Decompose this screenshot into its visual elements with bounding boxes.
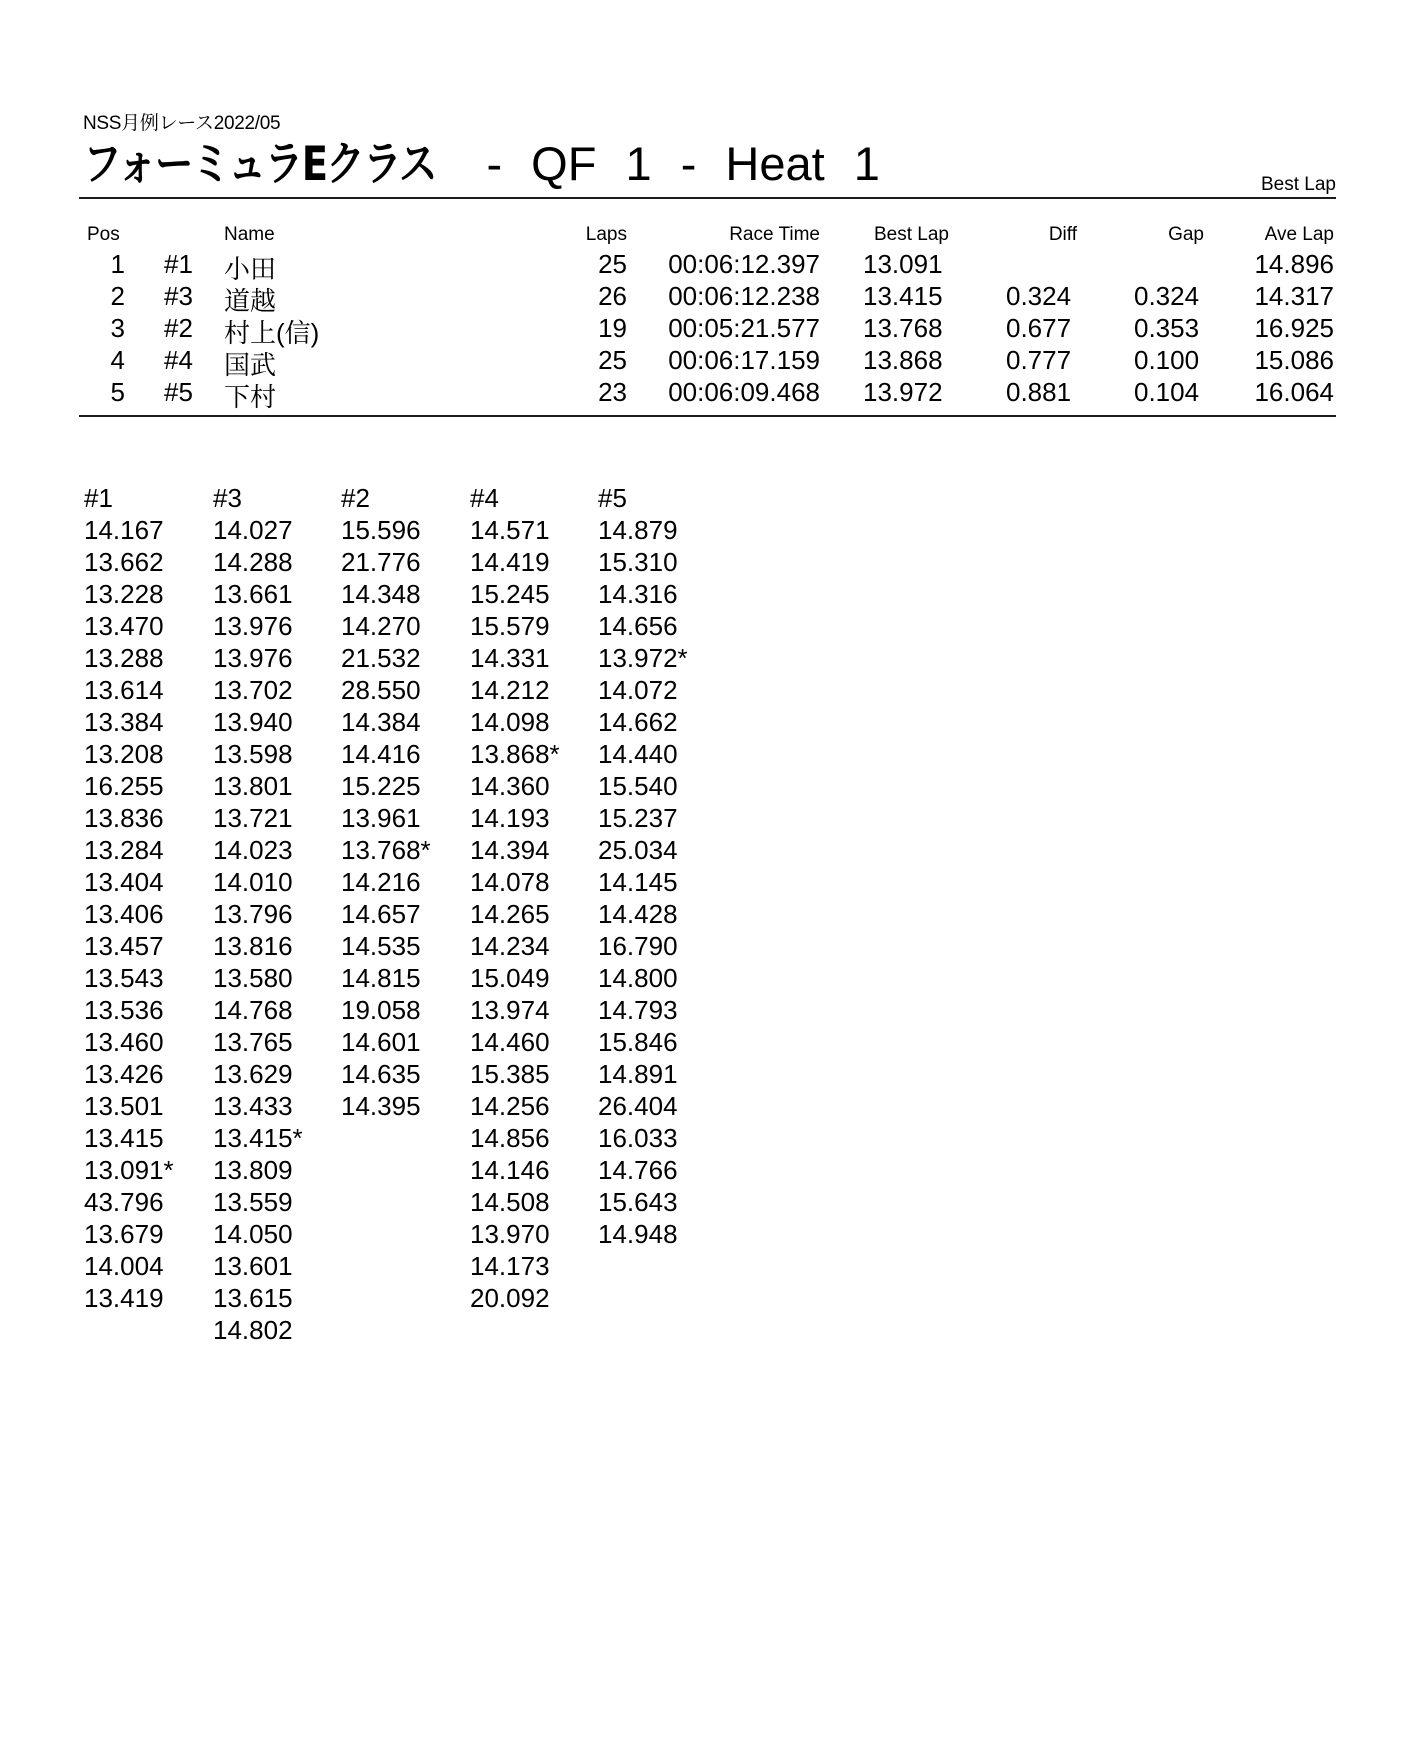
driver-name-cell: 小田	[224, 254, 277, 284]
lap-time-cell: 14.793	[598, 995, 678, 1025]
lap-time-cell: 14.234	[470, 931, 550, 961]
lap-time-cell: 13.768*	[341, 835, 431, 865]
lap-time-cell: 13.598	[213, 739, 293, 769]
lap-time-cell: 14.802	[213, 1315, 293, 1345]
lap-time-cell: 13.406	[84, 899, 164, 929]
diff-cell: 0.324	[1006, 281, 1072, 311]
lap-time-cell: 14.571	[470, 515, 550, 545]
best-lap-cell: 13.972	[863, 377, 943, 407]
lap-time-cell: 14.360	[470, 771, 550, 801]
lap-time-cell: 14.004	[84, 1251, 164, 1281]
lap-time-cell: 14.078	[470, 867, 550, 897]
ave-lap-cell: 14.896	[1254, 249, 1334, 279]
table-row	[0, 345, 1411, 380]
laps-cell: 19	[598, 313, 627, 343]
lap-time-cell: 15.049	[470, 963, 550, 993]
lap-time-cell: 26.404	[598, 1091, 678, 1121]
car-number-cell: #2	[164, 313, 193, 343]
lap-time-cell: 16.255	[84, 771, 164, 801]
diff-cell: 0.777	[1006, 345, 1072, 375]
lap-time-cell: 13.415	[84, 1123, 164, 1153]
lap-time-cell: 14.394	[470, 835, 550, 865]
lap-time-cell: 13.457	[84, 931, 164, 961]
lap-time-cell: 14.098	[470, 707, 550, 737]
column-header-race-time: Race Time	[729, 224, 820, 245]
lap-time-cell: 13.868*	[470, 739, 560, 769]
car-number-cell: #5	[164, 377, 193, 407]
lap-time-cell: 15.643	[598, 1187, 678, 1217]
lap-time-cell: 13.976	[213, 611, 293, 641]
lap-time-cell: 14.023	[213, 835, 293, 865]
lap-time-cell: 15.310	[598, 547, 678, 577]
ave-lap-cell: 14.317	[1254, 281, 1334, 311]
lap-time-cell: 21.532	[341, 643, 421, 673]
lap-time-cell: 15.579	[470, 611, 550, 641]
pos-cell: 1	[110, 249, 125, 279]
table-row	[0, 249, 1411, 284]
lap-time-cell: 13.559	[213, 1187, 293, 1217]
lap-time-cell: 13.460	[84, 1027, 164, 1057]
driver-name-cell: 村上(信)	[224, 318, 320, 348]
lap-time-cell: 14.440	[598, 739, 678, 769]
lap-time-cell: 13.961	[341, 803, 421, 833]
lap-time-cell: 13.470	[84, 611, 164, 641]
lap-time-cell: 13.091*	[84, 1155, 174, 1185]
class-name: フォーミュラEクラス	[83, 137, 436, 192]
lap-time-cell: 14.768	[213, 995, 293, 1025]
table-row	[0, 377, 1411, 412]
lap-time-cell: 14.662	[598, 707, 678, 737]
lap-time-cell: 13.543	[84, 963, 164, 993]
lap-time-cell: 15.540	[598, 771, 678, 801]
column-header-laps: Laps	[585, 224, 627, 245]
lap-time-cell: 13.816	[213, 931, 293, 961]
lap-time-cell: 14.270	[341, 611, 421, 641]
ave-lap-cell: 15.086	[1254, 345, 1334, 375]
gap-cell: 0.353	[1134, 313, 1200, 343]
lap-time-cell: 13.765	[213, 1027, 293, 1057]
lap-column	[213, 482, 303, 1346]
lap-time-cell: 14.027	[213, 515, 293, 545]
results-divider	[79, 415, 1336, 417]
ave-lap-cell: 16.925	[1254, 313, 1334, 343]
lap-time-cell: 14.460	[470, 1027, 550, 1057]
lap-time-cell: 14.010	[213, 867, 293, 897]
lap-time-cell: 14.657	[341, 899, 421, 929]
lap-time-cell: 15.225	[341, 771, 421, 801]
lap-time-cell: 14.815	[341, 963, 421, 993]
column-header-gap: Gap	[1168, 224, 1204, 245]
lap-column	[341, 482, 431, 1122]
best-lap-cell: 13.415	[863, 281, 943, 311]
lap-time-cell: 14.348	[341, 579, 421, 609]
lap-time-cell: 28.550	[341, 675, 421, 705]
lap-time-cell: 20.092	[470, 1283, 550, 1313]
lap-time-cell: 13.284	[84, 835, 164, 865]
race-time-cell: 00:05:21.577	[668, 313, 820, 343]
lap-time-cell: 13.970	[470, 1219, 550, 1249]
lap-time-cell: 13.404	[84, 867, 164, 897]
laps-cell: 26	[598, 281, 627, 311]
lap-time-cell: 43.796	[84, 1187, 164, 1217]
lap-time-cell: 14.173	[470, 1251, 550, 1281]
lap-time-cell: 13.384	[84, 707, 164, 737]
lap-time-cell: 13.288	[84, 643, 164, 673]
table-row	[0, 313, 1411, 348]
lap-time-cell: 13.536	[84, 995, 164, 1025]
lap-time-cell: 13.228	[84, 579, 164, 609]
lap-time-cell: 13.629	[213, 1059, 293, 1089]
best-lap-cell: 13.091	[863, 249, 943, 279]
lap-column	[470, 482, 560, 1314]
lap-time-cell: 14.428	[598, 899, 678, 929]
lap-column-header: #2	[341, 483, 370, 513]
lap-time-cell: 14.601	[341, 1027, 421, 1057]
lap-time-cell: 13.702	[213, 675, 293, 705]
lap-time-cell: 14.072	[598, 675, 678, 705]
lap-time-cell: 14.256	[470, 1091, 550, 1121]
car-number-cell: #4	[164, 345, 193, 375]
lap-time-cell: 14.508	[470, 1187, 550, 1217]
sort-label: Best Lap	[1261, 174, 1336, 195]
driver-name-cell: 国武	[224, 350, 277, 380]
lap-time-cell: 14.635	[341, 1059, 421, 1089]
lap-time-cell: 14.879	[598, 515, 678, 545]
lap-time-cell: 13.614	[84, 675, 164, 705]
table-row	[0, 281, 1411, 316]
lap-time-cell: 13.501	[84, 1091, 164, 1121]
lap-time-cell: 13.208	[84, 739, 164, 769]
lap-time-cell: 14.891	[598, 1059, 678, 1089]
best-lap-cell: 13.768	[863, 313, 943, 343]
lap-time-cell: 14.948	[598, 1219, 678, 1249]
lap-time-cell: 14.288	[213, 547, 293, 577]
lap-time-cell: 13.836	[84, 803, 164, 833]
lap-time-cell: 14.146	[470, 1155, 550, 1185]
lap-column-header: #5	[598, 483, 627, 513]
lap-time-cell: 13.580	[213, 963, 293, 993]
lap-time-cell: 14.419	[470, 547, 550, 577]
lap-time-cell: 14.265	[470, 899, 550, 929]
diff-cell: 0.677	[1006, 313, 1072, 343]
pos-cell: 5	[110, 377, 125, 407]
column-header-ave-lap: Ave Lap	[1264, 224, 1334, 245]
page-title	[83, 136, 880, 193]
lap-time-cell: 16.033	[598, 1123, 678, 1153]
lap-time-cell: 14.384	[341, 707, 421, 737]
lap-time-cell: 14.395	[341, 1091, 421, 1121]
race-time-cell: 00:06:17.159	[668, 345, 820, 375]
lap-time-cell: 13.679	[84, 1219, 164, 1249]
lap-time-cell: 15.596	[341, 515, 421, 545]
lap-time-cell: 15.245	[470, 579, 550, 609]
car-number-cell: #1	[164, 249, 193, 279]
session-name: - QF 1 - Heat 1	[457, 137, 880, 190]
column-header-best-lap: Best Lap	[874, 224, 949, 245]
column-header-diff: Diff	[1048, 224, 1077, 245]
lap-time-cell: 13.662	[84, 547, 164, 577]
lap-time-cell: 15.385	[470, 1059, 550, 1089]
lap-time-cell: 13.426	[84, 1059, 164, 1089]
race-time-cell: 00:06:09.468	[668, 377, 820, 407]
lap-time-cell: 14.800	[598, 963, 678, 993]
lap-time-cell: 13.419	[84, 1283, 164, 1313]
gap-cell: 0.100	[1134, 345, 1200, 375]
lap-time-cell: 16.790	[598, 931, 678, 961]
lap-time-cell: 13.433	[213, 1091, 293, 1121]
lap-time-cell: 13.809	[213, 1155, 293, 1185]
lap-time-cell: 14.167	[84, 515, 164, 545]
pos-cell: 2	[110, 281, 125, 311]
lap-time-cell: 14.535	[341, 931, 421, 961]
lap-column	[598, 482, 688, 1250]
pos-cell: 4	[110, 345, 125, 375]
lap-column-header: #4	[470, 483, 499, 513]
lap-time-cell: 13.940	[213, 707, 293, 737]
lap-time-cell: 13.661	[213, 579, 293, 609]
lap-time-cell: 14.316	[598, 579, 678, 609]
lap-time-cell: 14.766	[598, 1155, 678, 1185]
lap-time-cell: 13.601	[213, 1251, 293, 1281]
driver-name-cell: 道越	[224, 286, 277, 316]
gap-cell: 0.104	[1134, 377, 1200, 407]
lap-time-cell: 13.974	[470, 995, 550, 1025]
lap-time-cell: 21.776	[341, 547, 421, 577]
best-lap-cell: 13.868	[863, 345, 943, 375]
lap-time-cell: 13.721	[213, 803, 293, 833]
race-time-cell: 00:06:12.238	[668, 281, 820, 311]
lap-time-cell: 13.615	[213, 1283, 293, 1313]
lap-time-cell: 15.846	[598, 1027, 678, 1057]
car-number-cell: #3	[164, 281, 193, 311]
lap-column-header: #1	[84, 483, 113, 513]
event-name: NSS月例レース2022/05	[83, 113, 281, 134]
laps-cell: 23	[598, 377, 627, 407]
lap-time-cell: 15.237	[598, 803, 678, 833]
lap-time-cell: 19.058	[341, 995, 421, 1025]
lap-time-cell: 14.212	[470, 675, 550, 705]
lap-time-cell: 14.050	[213, 1219, 293, 1249]
lap-time-cell: 14.193	[470, 803, 550, 833]
lap-time-cell: 14.145	[598, 867, 678, 897]
lap-time-cell: 25.034	[598, 835, 678, 865]
gap-cell: 0.324	[1134, 281, 1200, 311]
lap-time-cell: 13.796	[213, 899, 293, 929]
lap-time-cell: 14.416	[341, 739, 421, 769]
race-time-cell: 00:06:12.397	[668, 249, 820, 279]
column-header-name: Name	[224, 224, 275, 245]
lap-time-cell: 14.216	[341, 867, 421, 897]
lap-time-cell: 14.656	[598, 611, 678, 641]
lap-time-cell: 13.976	[213, 643, 293, 673]
lap-column-header: #3	[213, 483, 242, 513]
lap-time-cell: 14.331	[470, 643, 550, 673]
ave-lap-cell: 16.064	[1254, 377, 1334, 407]
laps-cell: 25	[598, 249, 627, 279]
pos-cell: 3	[110, 313, 125, 343]
diff-cell: 0.881	[1006, 377, 1072, 407]
lap-time-cell: 13.415*	[213, 1123, 303, 1153]
lap-time-cell: 13.801	[213, 771, 293, 801]
lap-column	[84, 482, 174, 1314]
lap-time-cell: 14.856	[470, 1123, 550, 1153]
driver-name-cell: 下村	[224, 382, 277, 412]
laps-cell: 25	[598, 345, 627, 375]
header-divider	[79, 197, 1336, 199]
lap-time-cell: 13.972*	[598, 643, 688, 673]
column-header-pos: Pos	[87, 224, 120, 245]
